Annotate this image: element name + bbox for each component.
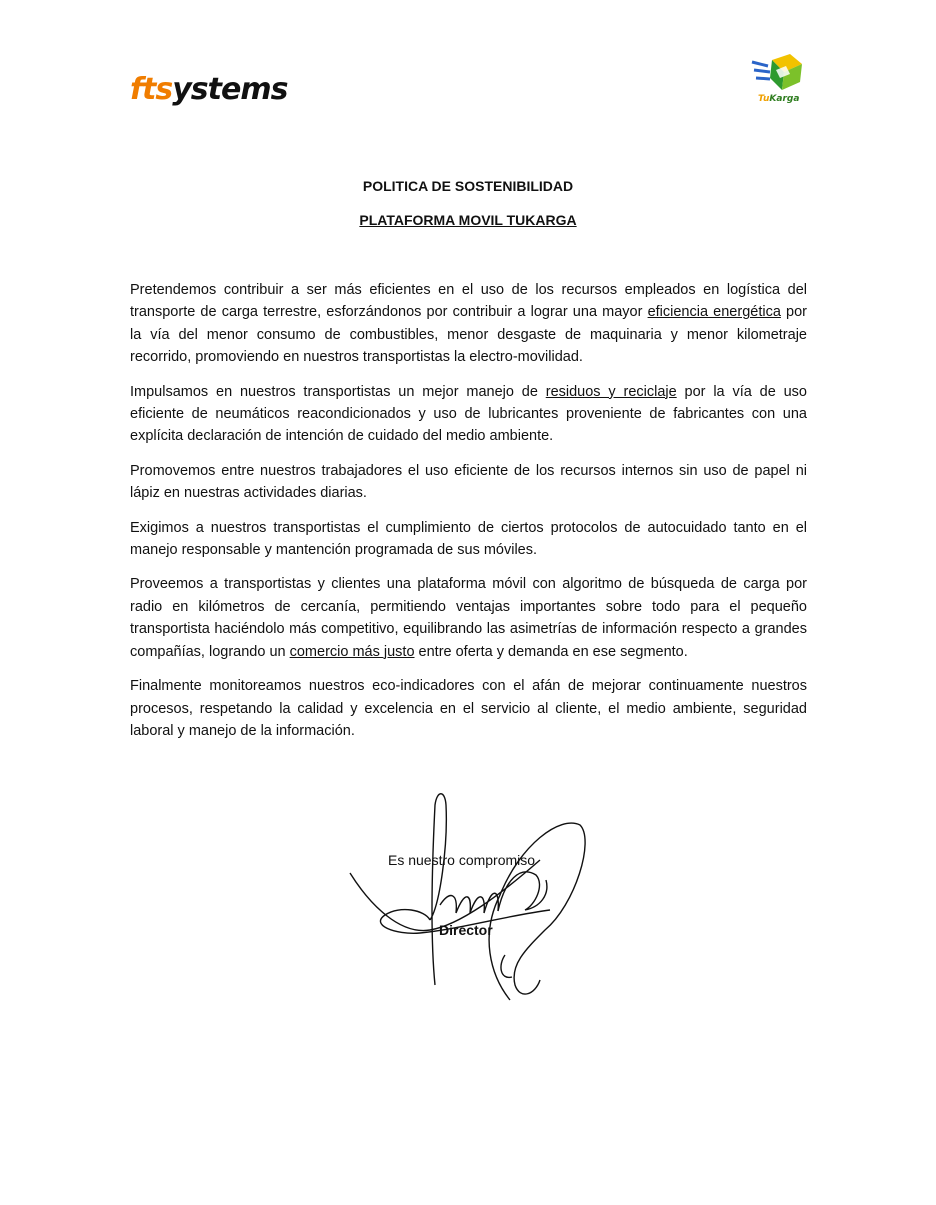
document-title: POLITICA DE SOSTENIBILIDAD <box>362 178 574 194</box>
paragraph-text: Pretendemos contribuir a ser más eficientes en el uso de los recursos empleados en logística del transporte de carga terrestre, esforzándonos por contribuir a lograr una mayor <box>130 282 807 321</box>
document-body <box>130 279 807 754</box>
paragraph-text: Exigimos a nuestros transportistas el cumplimiento de ciertos protocolos de autocuidado tanto en el manejo responsable y mantención programada de sus móviles. <box>130 519 807 559</box>
paragraph-1 <box>130 279 807 369</box>
signatory-role: Director <box>439 922 493 938</box>
paragraph-text: Impulsamos en nuestros transportistas un mejor manejo de <box>130 383 546 400</box>
tukarga-cube-icon <box>750 52 808 96</box>
paragraph-text: Promovemos entre nuestros trabajadores el uso eficiente de los recursos internos sin uso de papel ni lápiz en nuestras actividades diarias. <box>130 462 807 502</box>
paragraph-5 <box>130 573 807 663</box>
ftsystems-logo <box>130 70 288 110</box>
document-subtitle: PLATAFORMA MOVIL TUKARGA <box>359 212 577 228</box>
paragraph-3 <box>130 460 807 505</box>
closing-line: Es nuestro compromiso <box>388 852 536 868</box>
paragraph-text: Finalmente monitoreamos nuestros eco-indicadores con el afán de mejorar continuamente nuestros procesos, respetando la calidad y excelencia en el servicio al cliente, el medio ambiente, seguridad laboral y manejo de la información. <box>130 678 807 739</box>
paragraph-text: por la vía del menor consumo de combustibles, menor desgaste de maquinaria y menor kilometraje recorrido, promoviendo en nuestros transportistas la electro-movilidad. <box>130 304 807 366</box>
paragraph-2 <box>130 381 807 448</box>
paragraph-text: Proveemos a transportistas y clientes una plataforma móvil con algoritmo de búsqueda de carga por radio en kilómetros de cercanía, permitiendo ventajas importantes sobre todo para el pequeño transportista haciéndolo más competitivo, equilibrando las asimetrías de información respecto a grandes compañías, logrando un <box>130 576 807 660</box>
paragraph-6 <box>130 675 807 742</box>
handwritten-signature <box>340 785 600 1010</box>
underlined-term: eficiencia energética <box>647 304 781 321</box>
logo-caption-tu: Tu <box>758 94 770 104</box>
logo-part-fts: fts <box>130 72 173 107</box>
paragraph-text: entre oferta y demanda en ese segmento. <box>414 643 688 660</box>
underlined-term: residuos y reciclaje <box>545 383 677 400</box>
tukarga-logo <box>750 52 808 108</box>
logo-part-systems: ystems <box>172 72 288 107</box>
paragraph-text: por la vía de uso eficiente de neumáticos reacondicionados y uso de lubricantes proveniente de fabricantes con una explícita declaración de intención de cuidado del medio ambiente. <box>130 383 807 445</box>
paragraph-4 <box>130 517 807 562</box>
underlined-term: comercio más justo <box>289 643 415 660</box>
logo-caption-karga: Karga <box>769 94 800 104</box>
